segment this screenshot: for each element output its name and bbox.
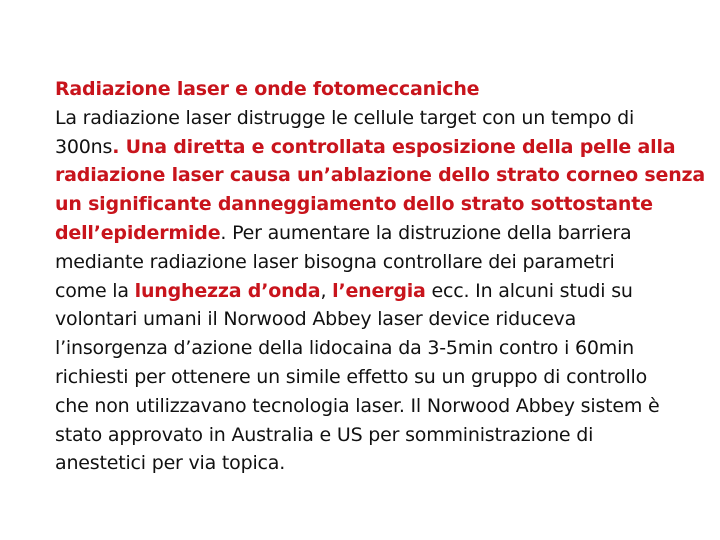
body-text: ,: [320, 279, 333, 302]
text-line: [55, 334, 720, 363]
highlighted-text: radiazione laser causa un’ablazione dello strato corneo senza: [55, 164, 706, 187]
body-text: richiesti per ottenere un simile effetto su un gruppo di controllo: [55, 365, 648, 388]
text-line: [55, 421, 720, 450]
text-line: [55, 277, 720, 306]
highlighted-text: un significante danneggiamento dello strato sottostante: [55, 193, 653, 216]
text-line: [55, 248, 720, 277]
text-line: [55, 161, 720, 190]
body-text: che non utilizzavano tecnologia laser. Il Norwood Abbey sistem è: [55, 394, 660, 417]
highlighted-text: l’energia: [332, 279, 426, 302]
text-line: [55, 190, 720, 219]
slide-content: [55, 75, 720, 478]
body-text: . Per aumentare la distruzione della barriera: [220, 221, 632, 244]
body-paragraph: [55, 104, 720, 478]
highlighted-text: dell’epidermide: [55, 221, 221, 244]
text-line: [55, 392, 720, 421]
body-text: l’insorgenza d’azione della lidocaina da 3-5min contro i 60min: [55, 337, 634, 360]
body-text: come la: [55, 279, 135, 302]
text-line: [55, 305, 720, 334]
text-line: [55, 449, 720, 478]
slide-title: Radiazione laser e onde fotomeccaniche: [55, 78, 480, 100]
text-line: [55, 104, 720, 133]
body-text: mediante radiazione laser bisogna controllare dei parametri: [55, 250, 615, 273]
body-text: volontari umani il Norwood Abbey laser device riduceva: [55, 308, 577, 331]
body-text: 300ns: [55, 135, 113, 158]
body-text: stato approvato in Australia e US per somministrazione di: [55, 423, 594, 446]
highlighted-text: lunghezza d’onda: [134, 279, 321, 302]
body-text: ecc. In alcuni studi su: [425, 279, 633, 302]
text-line: [55, 133, 720, 162]
body-text: La radiazione laser distrugge le cellule target con un tempo di: [55, 106, 635, 129]
highlighted-text: . Una diretta e controllata esposizione della pelle alla: [112, 135, 676, 158]
body-text: anestetici per via topica.: [55, 452, 286, 475]
text-line: [55, 363, 720, 392]
text-line: [55, 219, 720, 248]
